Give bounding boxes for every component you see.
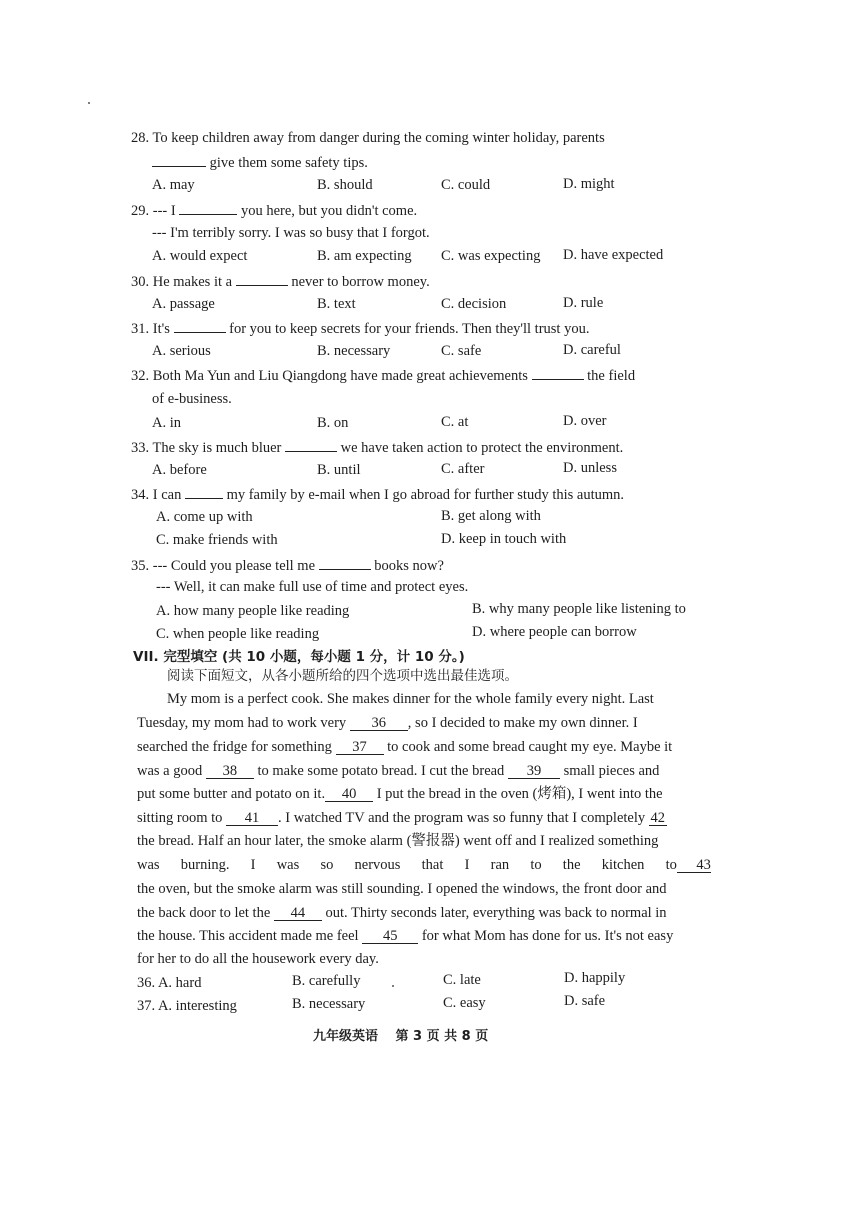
question-text: you here, but you didn't come. [240,203,418,219]
blank-45: 45 [362,929,418,944]
passage-line: was a good 38 to make some potato bread. I cut the bread 39 small pieces and [137,763,660,779]
blank-37: 37 [336,740,384,755]
option-c: C. after [441,461,485,477]
question-number: 28. [131,130,150,146]
option-c: C. decision [441,296,507,312]
section-instruction: 阅读下面短文，从各小题所给的四个选项中选出最佳选项。 [167,668,518,684]
option-a: A. may [152,177,195,193]
option-b: B. should [317,177,373,193]
option-c: C. safe [441,343,482,359]
option-d: D. keep in touch with [441,531,567,547]
question-text: The sky is much bluer [152,440,282,456]
section-title: VII. 完型填空 (共 10 小题，每小题 1 分，计 10 分。) [133,649,465,665]
question-text: my family by e-mail when I go abroad for further study this autumn. [226,487,625,503]
question-text: for you to keep secrets for your friends. Then they'll trust you. [229,321,590,337]
option-a: A. how many people like reading [156,603,350,619]
cloze-36: 36. A. hard [137,975,202,991]
passage-line: the house. This accident made me feel 45 for what Mom has done for us. It's not easy [137,928,674,944]
blank-41: 41 [226,811,278,826]
option-c: C. easy [443,995,486,1011]
option-b: B. on [317,415,349,431]
question-number: 29. [131,203,150,219]
answer-blank [532,365,584,380]
option-d: D. rule [563,295,604,311]
passage-line: the bread. Half an hour later, the smoke alarm (警报器) went off and I realized something [137,833,659,849]
passage-line: for her to do all the housework every day. [137,951,379,967]
question-text: He makes it a [152,274,233,290]
question-32-line2: of e-business. [152,391,232,407]
passage-line: searched the fridge for something 37 to cook and some bread caught my eye. Maybe it [137,739,673,755]
question-text: --- I [152,203,176,219]
option-a: A. in [152,415,181,431]
option-c: C. make friends with [156,532,278,548]
question-number: 30. [131,274,150,290]
question-35-reply: --- Well, it can make full use of time and protect eyes. [156,579,469,595]
answer-blank [174,318,226,333]
question-33 [131,437,623,457]
option-b: B. carefully [292,973,361,989]
option-d: D. over [563,413,607,429]
option-a: A. would expect [152,248,248,264]
question-29-reply: --- I'm terribly sorry. I was so busy that I forgot. [152,225,430,241]
question-text: Both Ma Yun and Liu Qiangdong have made great achievements [152,368,528,384]
question-number: 33. [131,440,150,456]
passage-line: Tuesday, my mom had to work very 36 , so I decided to make my own dinner. I [137,715,638,731]
blank-40: 40 [325,787,373,802]
option-d: D. unless [563,460,617,476]
blank-38: 38 [206,764,254,779]
option-d: D. might [563,176,615,192]
question-number: 35. [131,558,150,574]
question-29 [131,200,417,220]
answer-blank [236,271,288,286]
blank-36: 36 [350,716,408,731]
cloze-37: 37. A. interesting [137,998,237,1014]
blank-39: 39 [508,764,560,779]
question-text: we have taken action to protect the environment. [340,440,624,456]
answer-blank [152,152,206,167]
option-c: C. late [443,972,481,988]
question-35 [131,555,444,575]
question-28 [131,129,605,147]
option-b: B. necessary [317,343,391,359]
option-a: A. serious [152,343,211,359]
option-b: B. why many people like listening to [472,601,686,617]
answer-blank [285,437,337,452]
question-text: the field [587,368,636,384]
answer-blank [179,200,237,215]
passage-line: My mom is a perfect cook. She makes dinner for the whole family every night. Last [167,691,654,707]
option-b: B. necessary [292,996,366,1012]
passage-line: the oven, but the smoke alarm was still sounding. I opened the windows, the front door and [137,881,667,897]
page-footer: 九年级英语 第 3 页 共 8 页 [313,1029,489,1044]
question-text: To keep children away from danger during the coming winter holiday, parents [152,130,605,146]
option-d: D. have expected [563,247,664,263]
answer-blank [319,555,371,570]
question-number: 34. [131,487,150,503]
option-d: D. safe [564,993,606,1009]
option-b: B. text [317,296,356,312]
question-text: --- Could you please tell me [152,558,316,574]
question-number: 31. [131,321,150,337]
option-b: B. until [317,462,361,478]
question-text: It's [152,321,170,337]
question-32 [131,365,635,385]
question-30 [131,271,430,291]
option-d: D. where people can borrow [472,624,637,640]
option-c: C. at [441,414,469,430]
option-b: B. get along with [441,508,541,524]
question-text: I can [152,487,182,503]
scan-speck [392,985,394,987]
passage-line: sitting room to 41 . I watched TV and the program was so funny that I completely 42 [137,810,666,826]
answer-blank [185,484,223,499]
question-text: books now? [374,558,444,574]
option-c: C. when people like reading [156,626,320,642]
option-a: A. come up with [156,509,253,525]
question-31 [131,318,589,338]
blank-43: 43 [677,858,711,873]
option-a: A. passage [152,296,215,312]
option-c: C. could [441,177,491,193]
option-d: D. happily [564,970,626,986]
passage-line: put some butter and potato on it. 40 I put the bread in the oven (烤箱), I went into the [137,786,663,802]
question-28-line2 [152,152,368,172]
option-c: C. was expecting [441,248,541,264]
question-text: give them some safety tips. [209,155,368,171]
blank-42: 42 [650,810,666,826]
option-d: D. careful [563,342,621,358]
option-a: A. before [152,462,207,478]
scan-speck [88,102,90,104]
question-text: never to borrow money. [291,274,430,290]
passage-line: the back door to let the 44 out. Thirty seconds later, everything was back to normal in [137,905,667,921]
question-34 [131,484,624,504]
passage-line: was burning. I was so nervous that I ran to the kitchen to 43 [137,857,711,873]
option-b: B. am expecting [317,248,412,264]
question-number: 32. [131,368,150,384]
blank-44: 44 [274,906,322,921]
